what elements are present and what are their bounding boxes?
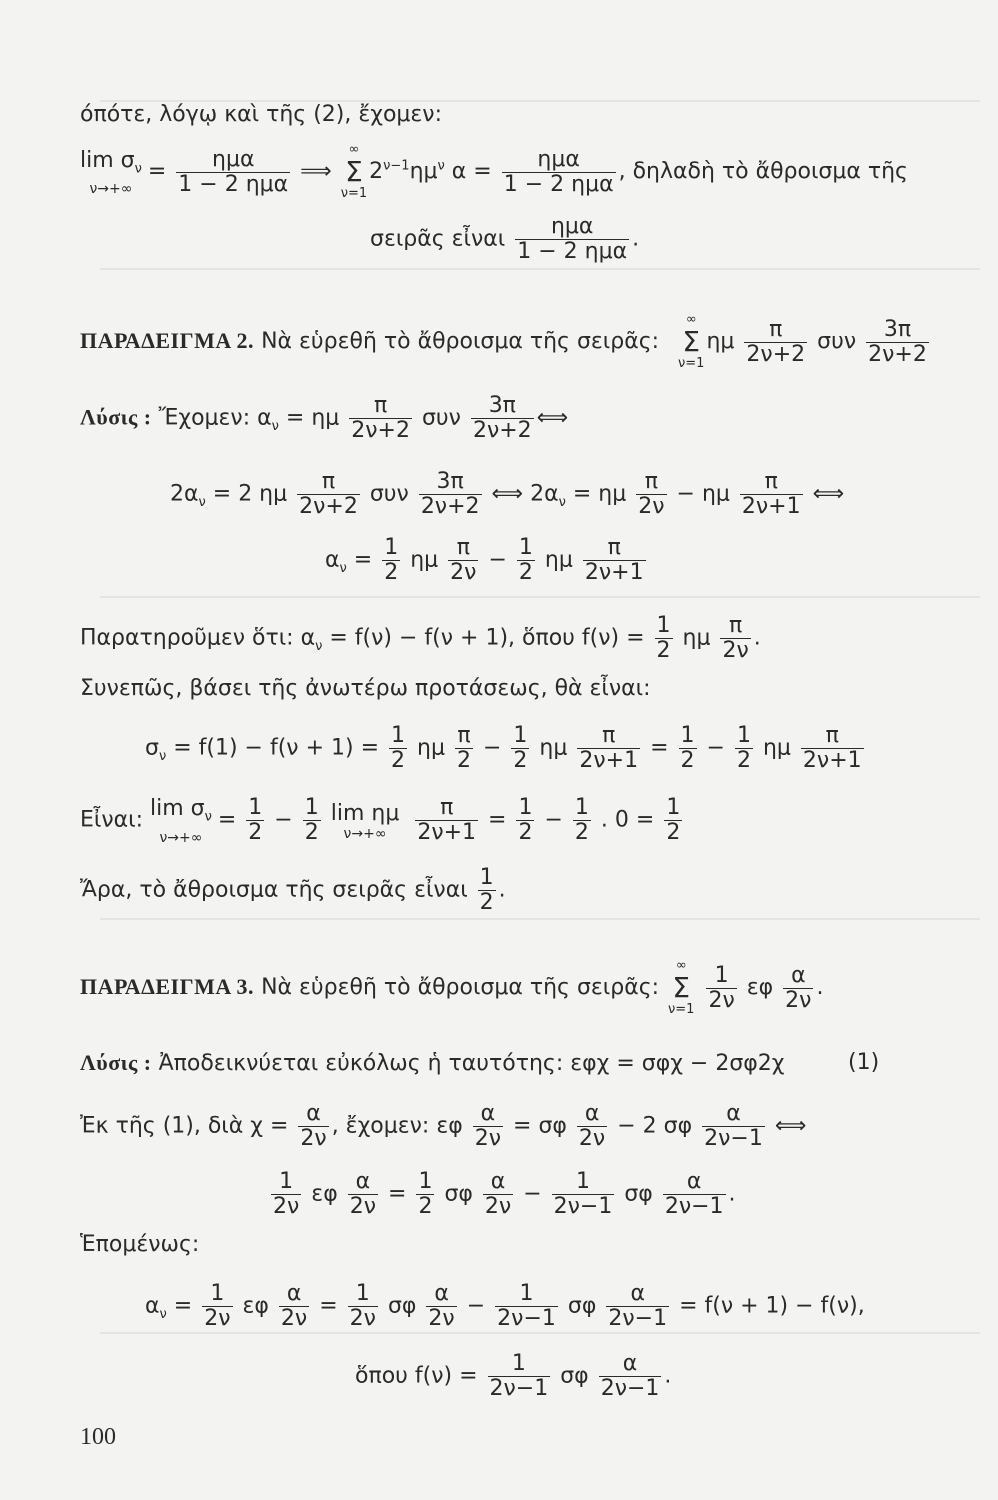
sigma: Σ (672, 971, 691, 1004)
bleed-through (100, 268, 980, 270)
fraction (348, 1282, 378, 1331)
lim-under: ν→+∞ (343, 825, 387, 842)
exponent: ν−1 (383, 158, 410, 174)
den: 2ν (280, 1306, 308, 1331)
equation-line (145, 1282, 865, 1331)
num: 1 (348, 1282, 378, 1307)
term: εφ (746, 975, 774, 1000)
op: = (217, 807, 237, 833)
fraction (552, 1170, 615, 1219)
term: εφ (311, 1181, 338, 1207)
implies-arrow: ⟹ (300, 159, 332, 184)
conclusion-line (80, 866, 506, 915)
subscript: ν (315, 638, 323, 654)
num: π (349, 394, 412, 419)
term: εφ (242, 1293, 269, 1319)
text: , δηλαδὴ τὸ ἄθροισμα τῆς (618, 159, 908, 184)
term: ημ (706, 329, 735, 354)
text: Νὰ εὑρεθῆ τὸ ἄθροισμα τῆς σειρᾶς: (261, 329, 660, 354)
den: 2ν (428, 1306, 455, 1331)
sum-top: ∞ (685, 312, 697, 327)
op: = (319, 1293, 338, 1319)
text: Παρατηροῦμεν ὅτι: α (80, 625, 316, 651)
limit (80, 148, 142, 196)
fraction (783, 964, 813, 1013)
exponent: ν (437, 158, 445, 174)
example-2 (80, 312, 932, 372)
den: 2ν−1 (664, 1194, 724, 1219)
den: 2ν (450, 560, 477, 585)
den: 2 (518, 820, 533, 845)
op: = (353, 547, 373, 573)
den: 2 (666, 820, 681, 845)
limit (150, 796, 212, 844)
iff-arrow: ⟺ (812, 481, 845, 507)
iff-arrow: ⟺ (774, 1113, 807, 1139)
term: ημ (544, 547, 573, 573)
fraction (573, 796, 591, 845)
iff-arrow: ⟺ (491, 481, 524, 507)
dot: . (632, 226, 640, 252)
fraction (303, 796, 321, 845)
term: σφ (624, 1181, 653, 1207)
fraction (349, 394, 412, 443)
den: 2ν (349, 1306, 376, 1331)
num: 1 (384, 535, 399, 560)
num: α (348, 1170, 378, 1195)
den: 2ν−1 (608, 1306, 668, 1331)
den: 2 (391, 748, 406, 773)
sum-top: ∞ (675, 958, 687, 973)
op: = (388, 1181, 407, 1207)
op: − (482, 735, 502, 761)
fraction (599, 1352, 662, 1401)
fraction (389, 724, 407, 773)
fraction (801, 724, 864, 773)
num: 1 (248, 795, 263, 820)
den: 2ν (273, 1194, 300, 1219)
equation-line (268, 1170, 736, 1219)
fraction (664, 796, 682, 845)
term: ημ (682, 625, 711, 651)
solution-label: Λύσις : (80, 404, 152, 430)
fraction (419, 470, 482, 519)
den: 2 (384, 560, 399, 585)
term: ημ (410, 547, 439, 573)
term: σφ (444, 1181, 473, 1207)
num: 1 (418, 1169, 433, 1194)
text: Ἄρα, τὸ ἄθροισμα τῆς σειρᾶς εἶναι (80, 877, 468, 903)
fraction (706, 964, 736, 1013)
fraction (246, 796, 264, 845)
fraction (176, 148, 290, 197)
sigma: Σ (345, 155, 363, 188)
fraction (426, 1282, 456, 1331)
text-line: Ἑπομένως: (80, 1232, 200, 1257)
fraction (502, 148, 616, 197)
fraction (298, 1102, 328, 1151)
fraction (583, 536, 646, 585)
sum-bottom: ν=1 (340, 186, 368, 201)
fraction (577, 724, 640, 773)
den: 2ν (300, 1126, 327, 1151)
num: 1 (513, 723, 528, 748)
summation (668, 958, 694, 1018)
fraction (415, 796, 478, 845)
solution-3 (80, 1050, 785, 1077)
fraction (416, 1170, 434, 1219)
den: 2ν (204, 1306, 231, 1331)
den: 2 (736, 748, 751, 773)
num: 3π (471, 394, 534, 419)
equation-line (325, 536, 649, 585)
bleed-through (100, 1332, 980, 1334)
term: = σφ (513, 1113, 567, 1139)
den: 2 (248, 820, 263, 845)
den: 2ν+1 (802, 748, 862, 773)
fraction (448, 536, 478, 585)
subscript: ν (198, 494, 206, 510)
den: 2 (518, 560, 533, 585)
op: − (523, 1181, 542, 1207)
term: σ (145, 735, 159, 761)
fraction (478, 866, 496, 915)
num: 1 (736, 723, 751, 748)
num: α (599, 1352, 662, 1377)
num: π (415, 796, 478, 821)
num: 1 (479, 865, 494, 890)
fraction (279, 1282, 309, 1331)
den: 2ν+2 (868, 341, 927, 367)
den: 2 (418, 1194, 433, 1219)
lim-under: ν→+∞ (159, 829, 203, 846)
equation-limit-sum (80, 142, 908, 202)
num: π (636, 470, 666, 495)
term: α (145, 1293, 160, 1319)
den: 2 (456, 748, 471, 773)
solution-2 (80, 394, 568, 443)
term: 2α (170, 481, 199, 507)
num: 1 (680, 723, 695, 748)
subscript: ν (204, 809, 212, 825)
fraction (473, 1102, 503, 1151)
text: , ἔχομεν: εφ (331, 1113, 463, 1139)
num: 1 (391, 723, 406, 748)
term: σφ (387, 1293, 417, 1319)
limit (331, 801, 400, 841)
num: ημα (515, 215, 629, 240)
num: π (740, 470, 803, 495)
den: 2 (680, 748, 695, 773)
num: 1 (552, 1170, 615, 1195)
lim-text: lim σ (80, 147, 135, 173)
num: π (583, 536, 646, 561)
term: συν (421, 405, 461, 431)
num: 1 (304, 795, 319, 820)
fraction (744, 318, 807, 367)
den: 2 (656, 638, 671, 663)
equation-line (170, 470, 844, 519)
dot: . (664, 1363, 672, 1389)
term: 2 (369, 159, 384, 184)
subscript: ν (158, 748, 167, 764)
den: 2ν (722, 638, 749, 663)
text: Ἀποδεικνύεται εὐκόλως ἡ ταυτότης: εφχ = σφχ − 2σφ2χ (158, 1051, 785, 1076)
equation-line (355, 1352, 671, 1401)
text-line: Συνεπῶς, βάσει τῆς ἀνωτέρω προτάσεως, θὰ εἶναι: (80, 676, 651, 701)
equation-ref: (1) (848, 1050, 880, 1075)
dot: . (728, 1181, 736, 1207)
text-line: όπότε, λόγῳ καὶ τῆς (2), ἔχομεν: (80, 102, 443, 127)
op: = (488, 807, 507, 833)
text: σειρᾶς εἶναι (370, 226, 506, 252)
term: συν (369, 481, 409, 507)
num: 1 (518, 535, 533, 560)
num: ημα (176, 148, 290, 173)
op: − (706, 735, 725, 761)
fraction (866, 318, 929, 367)
fraction (702, 1102, 765, 1151)
fraction (636, 470, 666, 519)
text: . 0 = (600, 807, 655, 833)
op: = (147, 159, 167, 184)
fraction (515, 215, 629, 264)
num: π (297, 470, 360, 495)
text: Εἶναι: (80, 807, 143, 833)
num: α (702, 1102, 765, 1127)
num: α (783, 964, 813, 989)
den: 2ν (349, 1194, 376, 1219)
den: 2ν+1 (741, 494, 801, 519)
num: α (298, 1102, 328, 1127)
den: 2ν (708, 987, 735, 1013)
term: α (325, 547, 340, 573)
num: α (279, 1282, 309, 1307)
text: ὅπου f(ν) = (355, 1363, 478, 1389)
op: = (650, 735, 669, 761)
den: 2ν−1 (704, 1126, 763, 1151)
op: − (544, 807, 563, 833)
num: 1 (488, 1352, 551, 1377)
num: π (801, 724, 864, 749)
text: = f(ν) − f(ν + 1), ὅπου f(ν) = (329, 625, 645, 651)
subscript: ν (271, 418, 279, 434)
sum-bottom: ν=1 (668, 1002, 695, 1017)
fraction (455, 724, 473, 773)
fraction (735, 724, 753, 773)
fraction (577, 1102, 607, 1151)
den: 1 − 2 ημα (503, 171, 614, 197)
observation-line (80, 614, 761, 663)
den: 2ν (785, 987, 812, 1013)
num: π (744, 318, 807, 343)
bleed-through (100, 918, 980, 920)
fraction (740, 470, 803, 519)
subscript: ν (339, 560, 347, 576)
den: 2ν (484, 1194, 512, 1219)
term: α = (444, 159, 492, 184)
num: α (606, 1282, 669, 1307)
fraction (297, 470, 360, 519)
fraction (516, 796, 534, 845)
num: 3π (866, 318, 929, 343)
sum-top: ∞ (348, 142, 360, 157)
den: 2ν (638, 494, 665, 519)
term: = 2 ημ (212, 481, 288, 507)
term: συν (817, 329, 857, 354)
iff-arrow: ⟺ (536, 405, 569, 431)
subscript: ν (134, 161, 142, 177)
num: 1 (666, 795, 681, 820)
den: 2ν (578, 1126, 606, 1151)
num: α (473, 1102, 503, 1127)
summation (678, 312, 704, 372)
equation-line (370, 215, 639, 264)
den: 2 (304, 820, 319, 845)
num: 1 (495, 1282, 558, 1307)
equation-limit (80, 796, 685, 845)
fraction (271, 1170, 301, 1219)
subscript: ν (558, 494, 566, 510)
den: 2ν+2 (472, 418, 532, 443)
fraction (471, 394, 534, 443)
fraction (679, 724, 697, 773)
term: − ημ (676, 481, 730, 507)
den: 2 (479, 890, 494, 915)
num: π (448, 536, 478, 561)
lim-text: lim σ (150, 796, 205, 822)
lim-under: ν→+∞ (89, 181, 133, 198)
term: σφ (567, 1293, 597, 1319)
fraction (483, 1170, 513, 1219)
term: − 2 σφ (617, 1113, 693, 1139)
term: ημ (762, 735, 791, 761)
num: α (577, 1102, 607, 1127)
text: = ημ (285, 405, 340, 431)
num: α (483, 1170, 513, 1195)
fraction (655, 614, 673, 663)
num: 1 (202, 1282, 232, 1307)
term: σφ (560, 1363, 589, 1389)
den: 2ν−1 (553, 1194, 613, 1219)
equation-line (80, 1102, 806, 1151)
num: π (720, 614, 750, 639)
text: Ἔχομεν: α (158, 405, 272, 431)
bleed-through (100, 596, 980, 598)
fraction (488, 1352, 551, 1401)
den: 2ν−1 (489, 1376, 549, 1401)
num: α (426, 1282, 456, 1307)
den: 2 (574, 820, 589, 845)
den: 2ν+1 (579, 748, 639, 773)
summation (341, 142, 367, 202)
op: = (173, 1293, 193, 1319)
fraction (663, 1170, 726, 1219)
text: = f(ν + 1) − f(ν), (679, 1293, 865, 1319)
den: 2 (513, 748, 528, 773)
fraction (202, 1282, 232, 1331)
example-heading: ΠΑΡΑΔΕΙΓΜΑ 2. (80, 328, 255, 353)
den: 2ν+2 (420, 494, 480, 519)
den: 2ν−1 (600, 1376, 660, 1401)
fraction (382, 536, 400, 585)
dot: . (753, 625, 761, 651)
num: 1 (518, 795, 533, 820)
fraction (517, 536, 535, 585)
text: = f(1) − f(ν + 1) = (173, 735, 380, 761)
op: − (274, 807, 293, 833)
num: 1 (271, 1170, 301, 1195)
op: − (466, 1293, 486, 1319)
fraction (606, 1282, 669, 1331)
term: ημ (539, 735, 568, 761)
dot: . (816, 975, 824, 1000)
term: ημ (409, 159, 438, 184)
page-number: 100 (80, 1424, 116, 1450)
fraction (495, 1282, 558, 1331)
num: π (577, 724, 640, 749)
fraction (720, 614, 750, 663)
den: 2ν+2 (299, 494, 358, 519)
subscript: ν (159, 1306, 167, 1322)
num: 3π (419, 470, 482, 495)
fraction (511, 724, 529, 773)
num: 1 (574, 795, 589, 820)
text: Νὰ εὑρεθῆ τὸ ἄθροισμα τῆς σειρᾶς: (261, 975, 660, 1000)
den: 1 − 2 ημα (517, 239, 628, 264)
num: π (455, 724, 473, 749)
example-3 (80, 958, 823, 1018)
op: − (488, 547, 507, 573)
den: 2ν−1 (497, 1306, 556, 1331)
num: 1 (656, 613, 671, 638)
den: 1 − 2 ημα (178, 171, 289, 197)
solution-label: Λύσις : (80, 1050, 152, 1075)
den: 2ν+2 (746, 341, 806, 367)
num: 1 (706, 964, 736, 989)
den: 2ν+2 (351, 418, 410, 443)
num: ημα (502, 148, 616, 173)
sigma: Σ (682, 325, 701, 358)
term: = ημ (572, 481, 627, 507)
dot: . (498, 877, 506, 903)
equation-line (145, 724, 867, 773)
den: 2ν+1 (584, 560, 644, 585)
fraction (348, 1170, 378, 1219)
term: ημ (417, 735, 445, 761)
sum-bottom: ν=1 (678, 356, 705, 371)
term: 2α (530, 481, 559, 507)
den: 2ν (474, 1126, 502, 1151)
num: α (663, 1170, 726, 1195)
den: 2ν+1 (417, 820, 477, 845)
text: Ἐκ τῆς (1), διὰ χ = (80, 1113, 289, 1139)
lim-text: lim ημ (330, 800, 400, 826)
example-heading: ΠΑΡΑΔΕΙΓΜΑ 3. (80, 974, 255, 999)
